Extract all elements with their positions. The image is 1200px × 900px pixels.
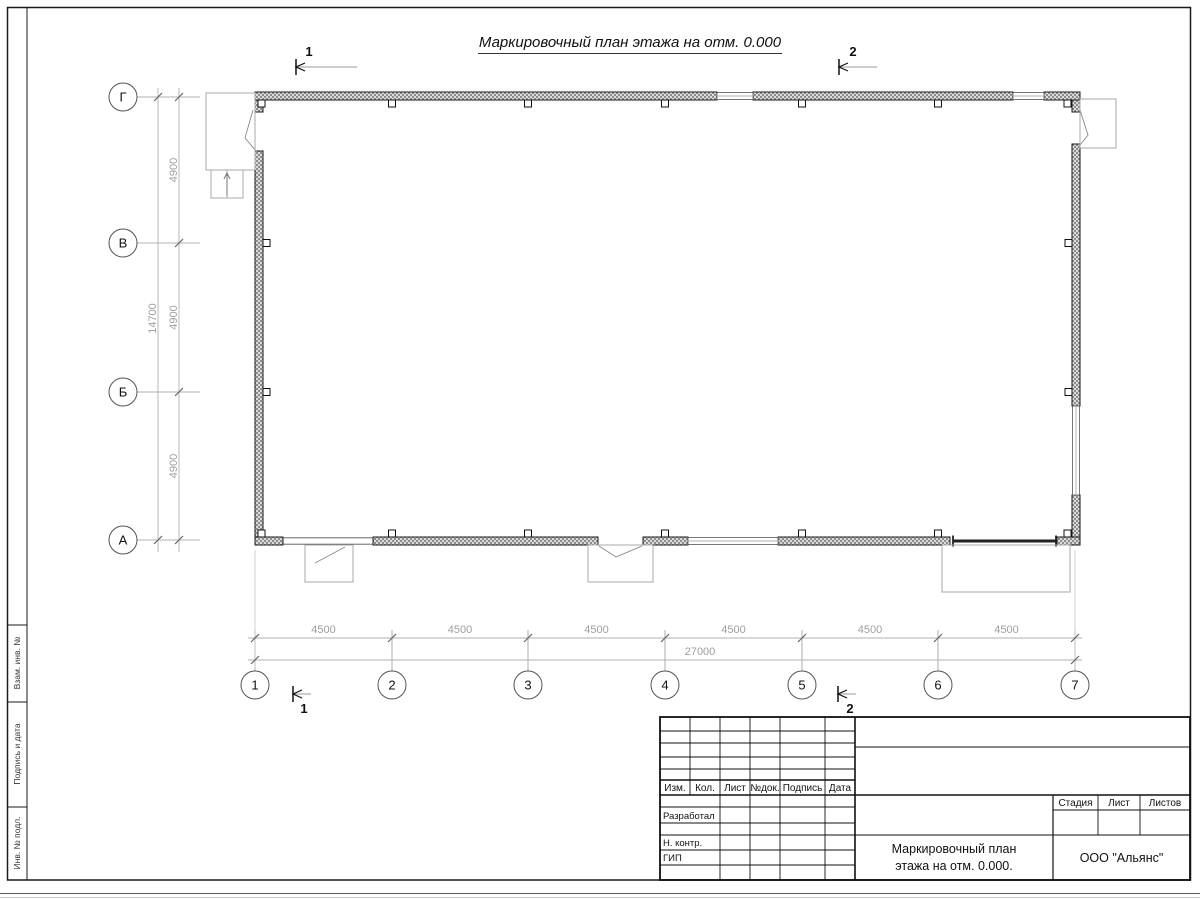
axis-label: В	[118, 235, 128, 251]
section-mark-1-bottom	[293, 686, 311, 716]
wall-segment	[1072, 100, 1080, 112]
column-marker	[1065, 240, 1072, 247]
column-marker	[389, 100, 396, 107]
section-mark-1-top	[296, 44, 357, 75]
porch-outline	[1080, 99, 1116, 148]
column-marker	[1064, 100, 1071, 107]
stamp-role-label: ГИП	[663, 853, 682, 864]
section-mark-2-bottom	[838, 686, 856, 716]
strip-label: Подпись и дата	[12, 723, 22, 785]
wall-segment	[255, 151, 263, 545]
building-walls	[255, 92, 1080, 545]
wall-segment	[255, 537, 283, 545]
section-number: 2	[849, 44, 857, 59]
dimension-text: 14700	[147, 303, 159, 334]
section-number: 2	[846, 701, 854, 716]
wall-segment	[753, 92, 1013, 100]
frame-border	[8, 8, 1191, 881]
stamp-stage-header: Листов	[1148, 798, 1182, 809]
axis-label: 5	[798, 677, 806, 693]
dimension-text: 4500	[447, 624, 473, 636]
section-mark-2-top	[839, 44, 877, 75]
stamp-col-header: №док.	[750, 783, 780, 794]
axis-label: 4	[661, 677, 669, 693]
porch-outline	[588, 545, 653, 582]
col-axes	[241, 550, 1089, 699]
stamp-col-header: Лист	[724, 783, 746, 794]
door-swing	[599, 546, 642, 557]
door-swing	[315, 547, 345, 563]
axis-label: 3	[524, 677, 532, 693]
column-marker	[1064, 530, 1071, 537]
title-block	[660, 717, 1190, 880]
dimension-text: 4900	[168, 305, 180, 330]
column-marker	[799, 530, 806, 537]
drawing-title	[478, 34, 782, 54]
wall-segment	[1057, 537, 1080, 545]
stamp-stage-header: Стадия	[1058, 798, 1093, 809]
dimension-text: 4500	[584, 624, 609, 636]
column-marker	[525, 530, 532, 537]
axis-label: Б	[118, 384, 128, 400]
stamp-role-label: Разработал	[663, 811, 715, 822]
stamp-col-header: Кол.	[695, 783, 715, 794]
column-marker	[263, 240, 270, 247]
dimension-text: 4500	[994, 624, 1019, 636]
wall-segment	[1072, 144, 1080, 406]
stamp-stage-header: Лист	[1108, 798, 1130, 809]
column-marker	[935, 530, 942, 537]
stamp-role-label: Н. контр.	[663, 838, 703, 849]
stamp-doc-title-line2: этажа на отм. 0.000.	[895, 859, 1013, 873]
wall-segment	[255, 92, 717, 100]
dimension-text: 4900	[168, 157, 180, 183]
dimension-text: 4500	[311, 624, 336, 636]
side-strip	[12, 637, 22, 870]
stamp-col-header: Дата	[828, 783, 852, 794]
column-marker	[258, 530, 265, 537]
dimension-text: 27000	[684, 646, 716, 658]
dimension-text: 4500	[721, 624, 746, 636]
wall-segment	[778, 537, 950, 545]
porch-outline	[305, 545, 353, 582]
wall-segment	[1044, 92, 1080, 100]
axis-label: 2	[388, 677, 396, 693]
axis-label: А	[118, 532, 128, 548]
loading-dock-outline	[942, 545, 1070, 592]
porches	[206, 93, 1116, 592]
section-number: 1	[305, 44, 313, 59]
vertical-dimensions	[147, 88, 183, 552]
column-marker	[389, 530, 396, 537]
axis-leaders	[255, 630, 1075, 671]
door-swing	[1077, 110, 1088, 149]
section-marks	[293, 44, 877, 716]
column-marker	[799, 100, 806, 107]
dimension-text: 4500	[857, 624, 883, 636]
stamp-col-header: Изм.	[664, 783, 686, 794]
column-marker	[258, 100, 265, 107]
column-marker	[263, 389, 270, 396]
page-title: Маркировочный план этажа на отм. 0.000	[478, 34, 782, 51]
doors	[245, 110, 1088, 563]
axis-label: 7	[1071, 677, 1079, 693]
porch-outline	[206, 93, 255, 170]
wall-segment	[373, 537, 598, 545]
stamp-col-header: Подпись	[782, 783, 823, 794]
dimension-text: 4900	[168, 453, 180, 479]
axis-label: 6	[934, 677, 942, 693]
section-number: 1	[300, 701, 308, 716]
strip-label: Инв. № подл.	[12, 816, 22, 870]
sheet-frame	[0, 8, 1200, 898]
windows	[688, 93, 1080, 545]
column-markers	[258, 100, 1072, 537]
column-marker	[525, 100, 532, 107]
column-marker	[662, 100, 669, 107]
wall-segment	[643, 537, 688, 545]
axis-label: 1	[251, 677, 259, 693]
strip-label: Взам. инв. №	[12, 636, 22, 690]
stamp-company-name: ООО "Альянс"	[1079, 851, 1164, 865]
column-marker	[662, 530, 669, 537]
stamp-doc-title-line1: Маркировочный план	[891, 842, 1017, 856]
axis-label: Г	[119, 89, 127, 105]
column-marker	[935, 100, 942, 107]
column-marker	[1065, 389, 1072, 396]
